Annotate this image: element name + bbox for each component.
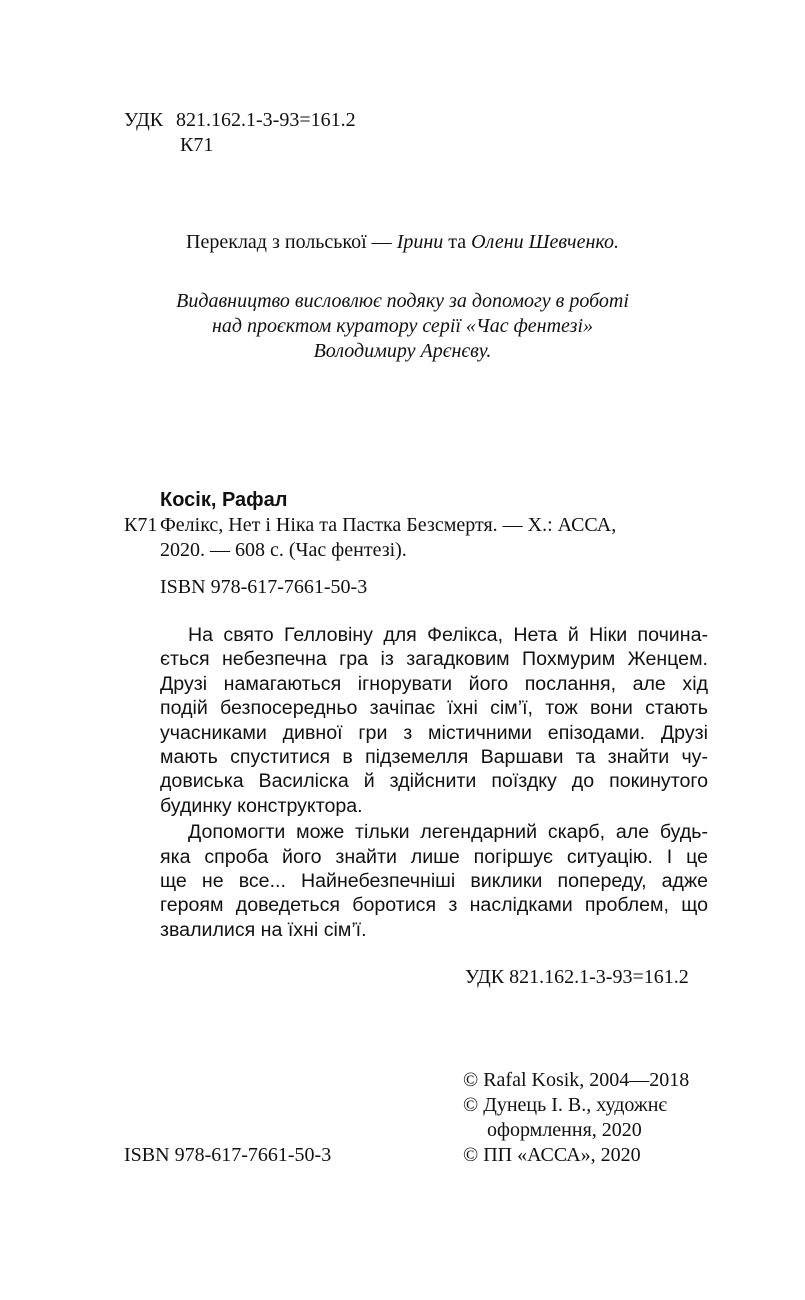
annotation-paragraph — [160, 623, 708, 818]
translation-conjunction: та — [443, 231, 472, 253]
annotation-paragraph — [160, 820, 708, 942]
annotation-line: подій безпосередньо зачіпає їхні сім’ї, тож вони стають — [160, 697, 708, 720]
gratitude-line: над проєктом куратору серії «Час фентезі» — [212, 315, 593, 337]
annotation-line: ще не все... Найнебезпечніші виклики попереду, адже — [160, 869, 708, 892]
udk-label: УДК — [124, 109, 164, 131]
copyright-line: © Rafal Kosik, 2004—2018 — [463, 1069, 690, 1091]
isbn-footer: ISBN 978-617-7661-50-3 — [124, 1144, 332, 1166]
annotation-line: мають спуститися в підземелля Варшави та знайти чу- — [160, 745, 708, 768]
annotation-line: будинку конструктора. — [160, 794, 363, 817]
gratitude-note — [0, 289, 805, 364]
catalog-isbn: ISBN 978-617-7661-50-3 — [160, 576, 368, 598]
catalog-description — [160, 513, 708, 563]
copyright-line: оформлення, 2020 — [487, 1119, 642, 1141]
annotation-line: учасниками дивної гри з містичними епізодами. Друзі — [160, 721, 708, 744]
translator-first-name: Ірини — [396, 231, 444, 253]
annotation-line: ється небезпечна гра із загадковим Похмурим Женцем. — [160, 648, 708, 671]
udk-code: 821.162.1-3-93=161.2 — [176, 109, 356, 131]
annotation-line: довиська Василіска й здійснити поїздку до покинутого — [160, 770, 708, 793]
annotation-line: Друзі намагаються ігнорувати його послання, але хід — [160, 672, 708, 695]
gratitude-line: Видавництво висловлює подяку за допомогу в роботі — [176, 290, 629, 312]
annotation-line: На свято Гелловіну для Фелікса, Нета й Ніки почина- — [188, 624, 708, 646]
copyright-line: © ПП «АССА», 2020 — [463, 1144, 641, 1166]
annotation-line: звалилися на їхні сім’ї. — [160, 918, 367, 941]
translation-credit — [0, 230, 805, 255]
copyright-block — [463, 1068, 689, 1168]
annotation-line: героям доведеться боротися з наслідками проблем, що — [160, 894, 708, 917]
annotation — [160, 623, 708, 942]
udk-header — [124, 108, 356, 133]
author-mark-top: К71 — [180, 134, 214, 156]
catalog-description-line: Фелікс, Нет і Ніка та Пастка Безсмертя. — Х.: АССА, — [160, 514, 617, 536]
annotation-line: яка спроба його знайти лише погіршує ситуацію. І це — [160, 845, 708, 868]
udk-footer: УДК 821.162.1-3-93=161.2 — [465, 966, 689, 988]
translation-prefix: Переклад з польської — — [186, 231, 397, 253]
catalog-description-line: 2020. — 608 с. (Час фентезі). — [160, 539, 407, 561]
gratitude-line: Володимиру Арєнєву. — [313, 340, 492, 362]
catalog-author-mark: К71 — [124, 514, 158, 536]
catalog-author: Косік, Рафал — [160, 489, 288, 511]
copyright-line: © Дунець І. В., художнє — [463, 1094, 668, 1116]
annotation-line: Допомогти може тільки легендарний скарб, але будь- — [188, 821, 708, 844]
translator-second-name: Олени Шевченко. — [471, 231, 619, 253]
